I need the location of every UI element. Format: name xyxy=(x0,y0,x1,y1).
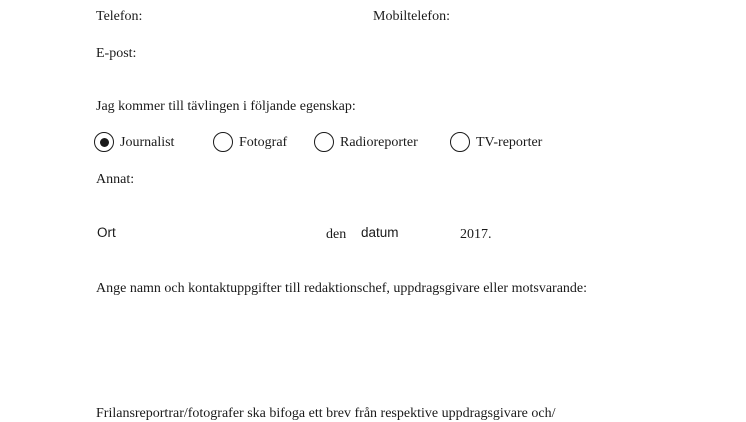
editor-instruction: Ange namn och kontaktuppgifter till redaktionschef, uppdragsgivare eller motsvarande: xyxy=(96,281,588,296)
email-label: E-post: xyxy=(96,46,137,61)
radio-unchecked-icon[interactable] xyxy=(450,132,470,152)
radio-journalist[interactable] xyxy=(94,130,174,154)
freelance-note: Frilansreportrar/fotografer ska bifoga ett brev från respektive uppdragsgivare och/ xyxy=(96,406,556,421)
place-field[interactable]: Ort xyxy=(97,225,116,240)
mobile-label: Mobiltelefon: xyxy=(373,9,450,24)
radio-checked-icon[interactable] xyxy=(94,132,114,152)
radio-unchecked-icon[interactable] xyxy=(213,132,233,152)
phone-label: Telefon: xyxy=(96,9,143,24)
radio-unchecked-icon[interactable] xyxy=(314,132,334,152)
den-label: den xyxy=(326,227,347,242)
radio-label-fotograf: Fotograf xyxy=(239,134,288,150)
radio-label-tv-reporter: TV-reporter xyxy=(476,134,543,150)
radio-label-journalist: Journalist xyxy=(120,134,175,150)
role-question: Jag kommer till tävlingen i följande egenskap: xyxy=(96,99,356,114)
radio-label-radioreporter: Radioreporter xyxy=(340,134,418,150)
other-label: Annat: xyxy=(96,172,135,187)
year-label: 2017. xyxy=(460,227,492,242)
date-field[interactable]: datum xyxy=(361,225,399,240)
radio-radioreporter[interactable] xyxy=(314,130,418,154)
radio-tv-reporter[interactable] xyxy=(450,130,542,154)
radio-fotograf[interactable] xyxy=(213,130,287,154)
